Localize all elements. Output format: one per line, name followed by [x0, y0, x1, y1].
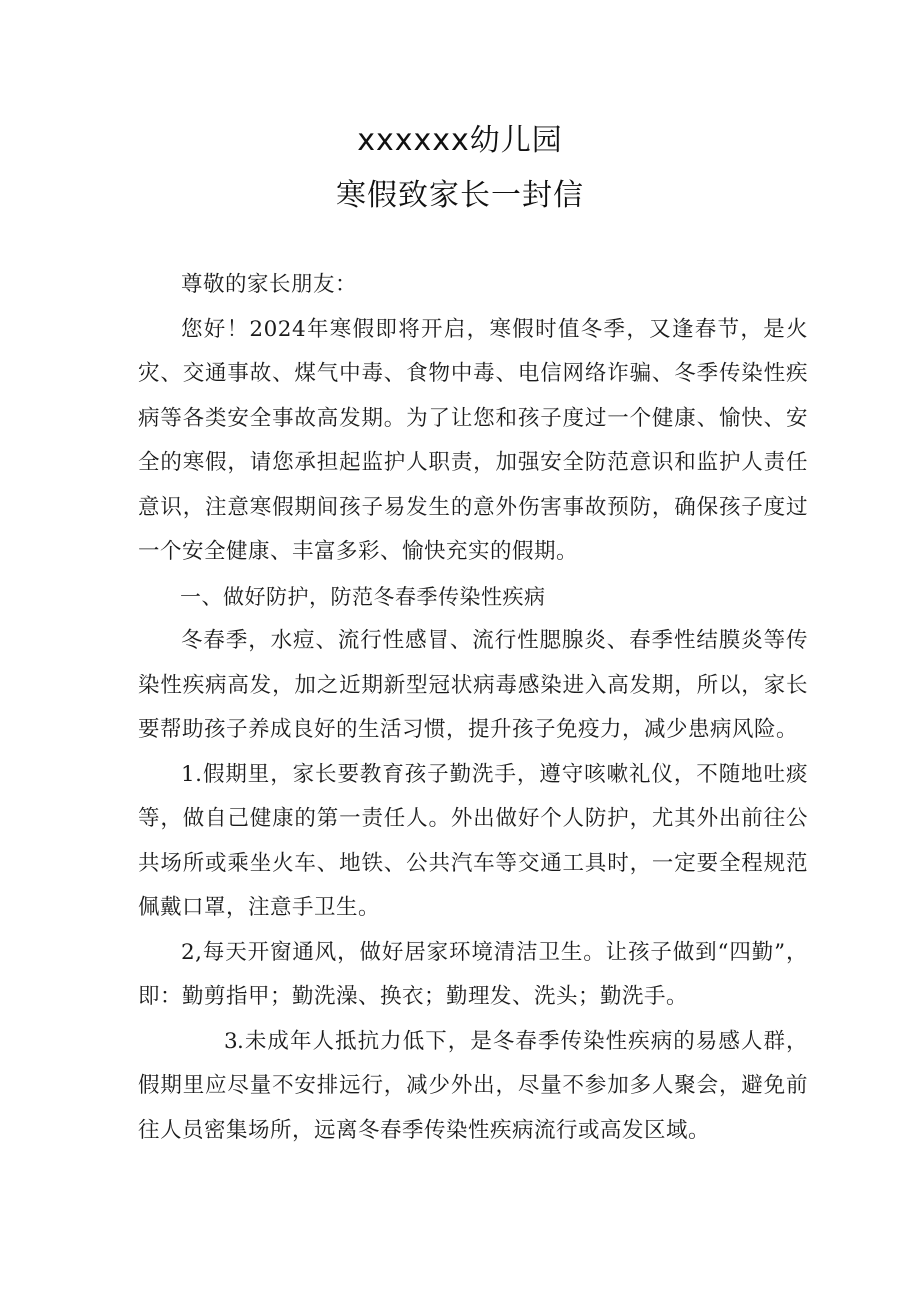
item-2-paragraph: 2,每天开窗通风，做好居家环境清洁卫生。让孩子做到“四勤”，即：勤剪指甲；勤洗澡、换衣；勤理发、洗头；勤洗手。	[138, 939, 808, 1009]
item-3-number: 3	[224, 1028, 239, 1054]
letter-title: 寒假致家长一封信	[336, 178, 584, 213]
item-3-paragraph	[138, 1020, 808, 1154]
item-1-paragraph: 1.假期里，家长要教育孩子勤洗手，遵守咳嗽礼仪，不随地吐痰等，做自己健康的第一责任人。外出做好个人防护，尤其外出前往公共场所或乘坐火车、地铁、公共汽车等交通工具时，一定要全程规范佩戴口罩，注意手卫生。	[138, 761, 808, 920]
salutation: 尊敬的家长朋友：	[181, 272, 358, 297]
item-3-text: .未成年人抵抗力低下，是冬春季传染性疾病的易感人群，假期里应尽量不安排远行，减少外出，尽量不参加多人聚会，避免前往人员密集场所，远离冬春季传染性疾病流行或高发区域。	[138, 1028, 808, 1143]
section1-intro-paragraph: 冬春季，水痘、流行性感冒、流行性腮腺炎、春季性结膜炎等传染性疾病高发，加之近期新型冠状病毒感染进入高发期，所以，家长要帮助孩子养成良好的生活习惯，提升孩子免疫力，减少患病风险。	[138, 628, 808, 742]
school-name-title: xxxxxx幼儿园	[357, 123, 563, 158]
intro-paragraph: 您好！2024年寒假即将开启，寒假时值冬季，又逢春节，是火灾、交通事故、煤气中毒、食物中毒、电信网络诈骗、冬季传染性疾病等各类安全事故高发期。为了让您和孩子度过一个健康、愉快、安全的寒假，请您承担起监护人职责，加强安全防范意识和监护人责任意识，注意寒假期间孩子易发生的意外伤害事故预防，确保孩子度过一个安全健康、丰富多彩、愉快充实的假期。	[138, 316, 808, 564]
letter-body	[138, 263, 808, 1153]
section-heading-1: 一、做好防护，防范冬春季传染性疾病	[180, 584, 546, 609]
